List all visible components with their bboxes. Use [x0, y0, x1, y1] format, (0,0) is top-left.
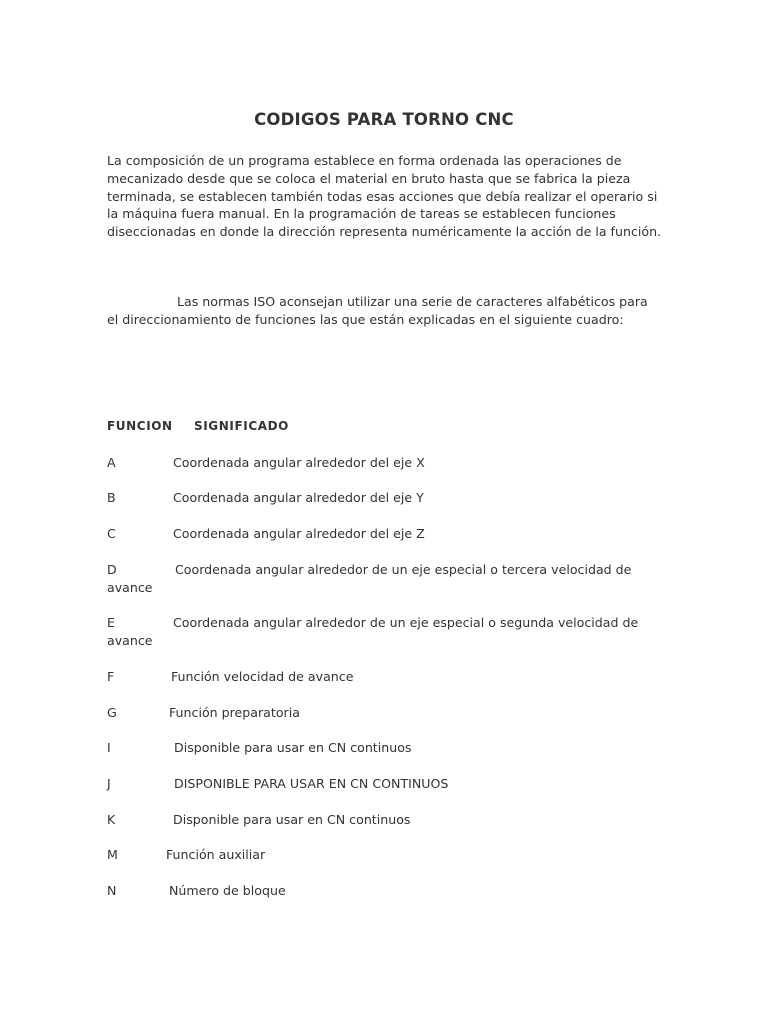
table-row [107, 489, 667, 507]
row-code: I [107, 740, 111, 755]
paragraph-line: Las normas ISO aconsejan utilizar una serie de caracteres alfabéticos para [177, 294, 648, 309]
row-code: J [107, 776, 111, 791]
table-row [107, 882, 667, 900]
table-row [107, 525, 667, 543]
row-description: Coordenada angular alrededor del eje Y [173, 490, 424, 505]
row-description-continuation: avance [107, 632, 153, 648]
table-row [107, 561, 667, 597]
header-significado: SIGNIFICADO [194, 419, 289, 433]
paragraph-line: el direccionamiento de funciones las que están explicadas en el siguiente cuadro: [107, 311, 624, 327]
row-description: Coordenada angular alrededor del eje X [173, 455, 425, 470]
table-row [107, 614, 667, 650]
row-description-continuation: avance [107, 579, 153, 595]
table-row [107, 668, 667, 686]
row-description: Número de bloque [169, 883, 286, 898]
row-description: Coordenada angular alrededor del eje Z [173, 526, 425, 541]
paragraph-line: mecanizado desde que se coloca el material en bruto hasta que se fabrica la pieza [107, 170, 631, 186]
row-description: Coordenada angular alrededor de un eje especial o segunda velocidad de [173, 615, 639, 630]
row-code: E [107, 615, 115, 630]
row-description: Función preparatoria [169, 705, 300, 720]
row-code: K [107, 812, 116, 827]
row-code: N [107, 883, 117, 898]
intro-paragraph [107, 152, 667, 241]
table-row [107, 811, 667, 829]
row-code: G [107, 705, 117, 720]
row-code: A [107, 455, 116, 470]
row-description: Función auxiliar [166, 847, 266, 862]
table-row [107, 775, 667, 793]
paragraph-line: diseccionadas en donde la dirección representa numéricamente la acción de la función. [107, 224, 662, 240]
row-description: Coordenada angular alrededor de un eje especial o tercera velocidad de [175, 562, 632, 577]
header-funcion: FUNCION [107, 419, 173, 433]
row-code: B [107, 490, 116, 505]
row-description: Función velocidad de avance [171, 669, 354, 684]
row-code: F [107, 669, 115, 684]
row-code: D [107, 562, 117, 577]
table-row [107, 846, 667, 864]
paragraph-line: terminada, se establecen también todas esas acciones que debía realizar el operario si [107, 188, 658, 204]
table-row [107, 739, 667, 757]
paragraph-line: la máquina fuera manual. En la programación de tareas se establecen funciones [107, 206, 616, 222]
row-code: M [107, 847, 118, 862]
table-row [107, 454, 667, 472]
table-header [107, 419, 289, 433]
row-description: Disponible para usar en CN continuos [174, 740, 412, 755]
page-title: CODIGOS PARA TORNO CNC [254, 110, 514, 129]
paragraph-line: La composición de un programa establece en forma ordenada las operaciones de [107, 153, 622, 168]
iso-paragraph [107, 293, 667, 329]
table-row [107, 704, 667, 722]
row-description: Disponible para usar en CN continuos [173, 812, 411, 827]
row-code: C [107, 526, 116, 541]
row-description: DISPONIBLE PARA USAR EN CN CONTINUOS [174, 776, 449, 791]
